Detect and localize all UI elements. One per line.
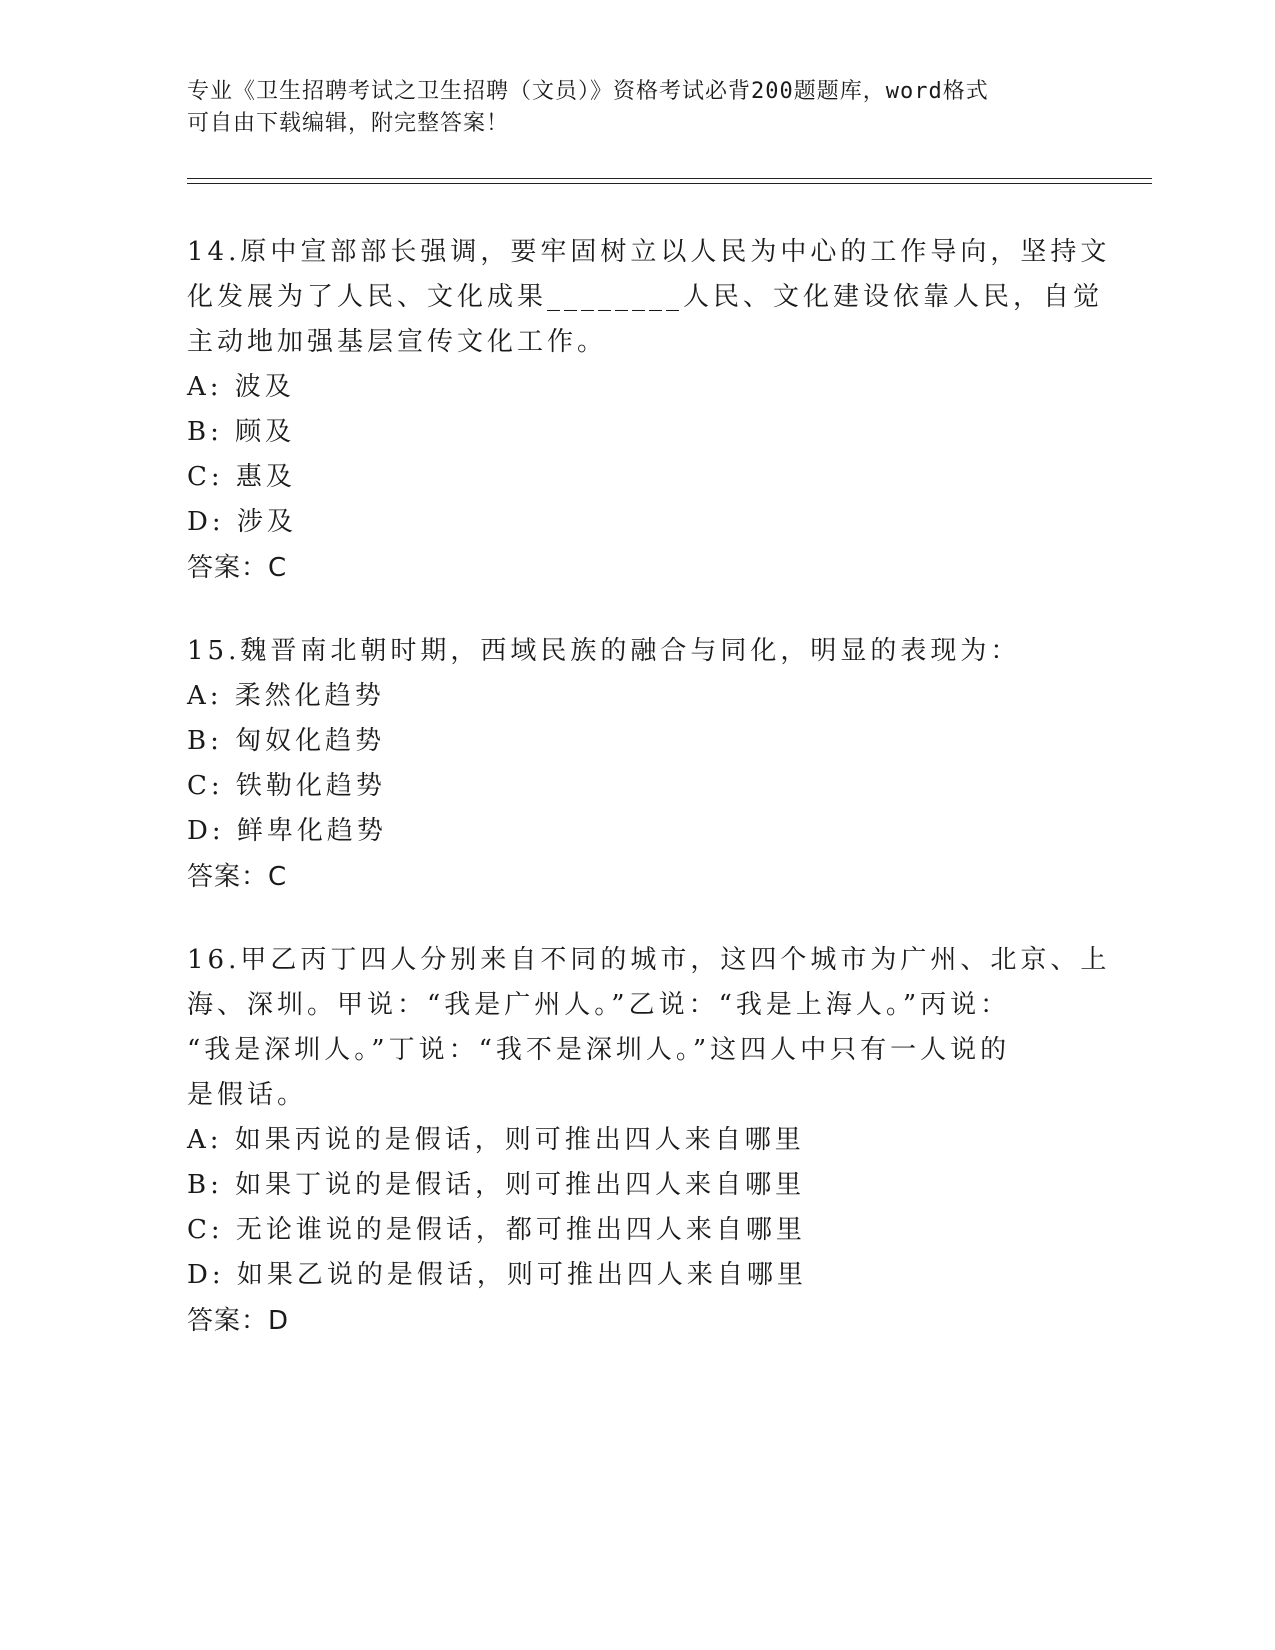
option-a: A: 柔然化趋势: [187, 681, 385, 711]
question-text-line: 化发展为了人民、文化成果________人民、文化建设依靠人民，自觉: [187, 282, 1104, 312]
option-d: D: 如果乙说的是假话，则可推出四人来自哪里: [187, 1260, 807, 1290]
option-b: B: 匈奴化趋势: [187, 726, 386, 756]
question-14: [187, 230, 1111, 591]
question-text-line: 16.甲乙丙丁四人分别来自不同的城市，这四个城市为广州、北京、上: [187, 945, 1111, 975]
option-b: B: 如果丁说的是假话，则可推出四人来自哪里: [187, 1170, 806, 1200]
document-header: [187, 76, 1067, 140]
question-15: [187, 629, 1087, 900]
question-text-line: 15.魏晋南北朝时期，西域民族的融合与同化，明显的表现为：: [187, 636, 1021, 666]
question-text-line: 海、深圳。甲说：“我是广州人。”乙说：“我是上海人。”丙说：: [187, 990, 1011, 1020]
option-c: C: 惠及: [187, 462, 296, 492]
option-a: A: 波及: [187, 372, 295, 402]
question-text-line: 是假话。: [187, 1080, 308, 1110]
answer-label: 答案：C: [187, 862, 288, 892]
option-a: A: 如果丙说的是假话，则可推出四人来自哪里: [187, 1125, 805, 1155]
answer-label: 答案：C: [187, 553, 288, 583]
question-text-line: 主动地加强基层宣传文化工作。: [187, 327, 608, 357]
option-d: D: 鲜卑化趋势: [187, 816, 387, 846]
header-divider-top: [187, 178, 1152, 179]
option-d: D: 涉及: [187, 507, 297, 537]
question-text-line: “我是深圳人。”丁说：“我不是深圳人。”这四人中只有一人说的: [187, 1035, 1011, 1065]
option-c: C: 无论谁说的是假话，都可推出四人来自哪里: [187, 1215, 806, 1245]
answer-label: 答案：D: [187, 1306, 290, 1336]
question-text-line: 14.原中宣部部长强调，要牢固树立以人民为中心的工作导向，坚持文: [187, 237, 1111, 267]
option-b: B: 顾及: [187, 417, 296, 447]
question-16: [187, 938, 1111, 1344]
question-list: [187, 230, 1111, 1382]
header-divider-bottom: [187, 183, 1152, 184]
option-c: C: 铁勒化趋势: [187, 771, 386, 801]
header-title-line-2: 可自由下载编辑，附完整答案！: [187, 111, 510, 136]
header-title-line-1: 专业《卫生招聘考试之卫生招聘（文员）》资格考试必背200题题库，word格式: [187, 79, 989, 104]
